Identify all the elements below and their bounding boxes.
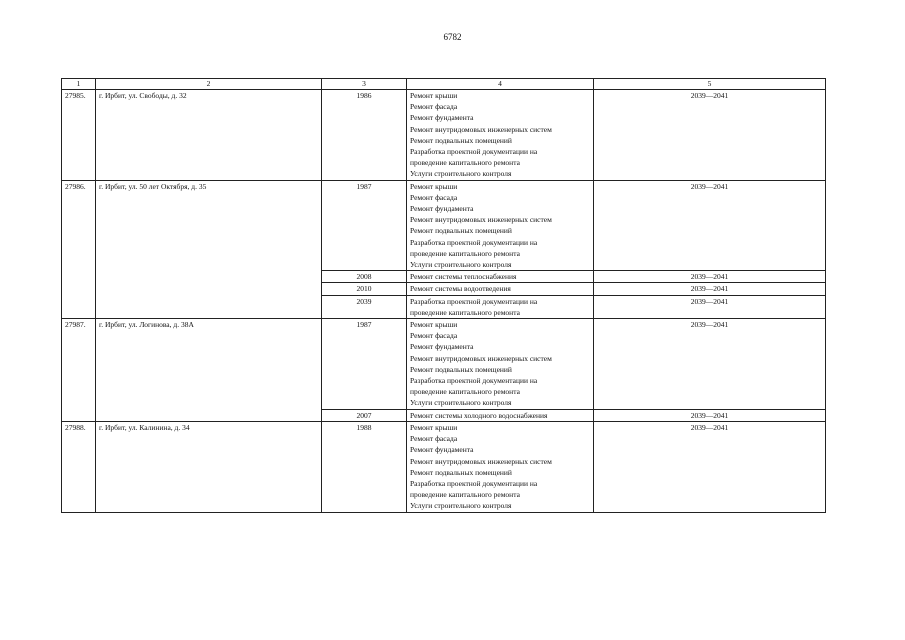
work-types-cell <box>407 409 594 421</box>
work-type-line: Разработка проектной документации на <box>410 147 538 157</box>
work-types-cell <box>407 283 594 295</box>
work-type-line: Ремонт фасада <box>410 331 458 341</box>
planned-period-cell: 2039—2041 <box>594 409 826 421</box>
capital-repair-table <box>61 78 826 513</box>
building-address: г. Ирбит, ул. 50 лет Октября, д. 35 <box>96 180 322 318</box>
work-type-line: Ремонт фасада <box>410 434 458 444</box>
year-cell: 1987 <box>322 319 407 410</box>
building-address: г. Ирбит, ул. Калинина, д. 34 <box>96 421 322 512</box>
work-type-line: Ремонт фундамента <box>410 445 474 455</box>
planned-period-cell: 2039—2041 <box>594 271 826 283</box>
column-header: 1 <box>62 79 96 90</box>
planned-period-cell: 2039—2041 <box>594 180 826 271</box>
page-number: 6782 <box>443 32 462 42</box>
work-type-line: Услуги строительного контроля <box>410 501 512 511</box>
record-number: 27988. <box>62 421 96 512</box>
work-type-line: Ремонт внутридомовых инженерных систем <box>410 353 552 363</box>
work-type-line: проведение капитального ремонта <box>410 248 520 258</box>
year-cell: 2008 <box>322 271 407 283</box>
work-type-line: Ремонт фасада <box>410 192 458 202</box>
work-type-line: Ремонт подвальных помещений <box>410 467 512 477</box>
work-type-line: Услуги строительного контроля <box>410 169 512 179</box>
table-row <box>62 319 826 410</box>
planned-period-cell: 2039—2041 <box>594 283 826 295</box>
work-type-line: Ремонт крыши <box>410 181 458 191</box>
work-type-line: Услуги строительного контроля <box>410 260 512 270</box>
work-type-line: Разработка проектной документации на <box>410 478 538 488</box>
work-type-line: Ремонт внутридомовых инженерных систем <box>410 124 552 134</box>
work-type-line: проведение капитального ремонта <box>410 387 520 397</box>
table-row <box>62 421 826 512</box>
year-cell: 2010 <box>322 283 407 295</box>
work-type-line: Ремонт крыши <box>410 91 458 100</box>
work-type-line: проведение капитального ремонта <box>410 490 520 500</box>
work-type-line: Ремонт фундамента <box>410 342 474 352</box>
table-row <box>62 180 826 271</box>
work-type-line: Ремонт внутридомовых инженерных систем <box>410 456 552 466</box>
work-type-line: Ремонт системы холодного водоснабжения <box>410 410 548 420</box>
work-type-line: Ремонт подвальных помещений <box>410 135 512 145</box>
table-body <box>62 90 826 513</box>
planned-period-cell: 2039—2041 <box>594 319 826 410</box>
building-address: г. Ирбит, ул. Логинова, д. 38А <box>96 319 322 422</box>
planned-period-cell: 2039—2041 <box>594 90 826 181</box>
work-type-line: Разработка проектной документации на <box>410 296 538 306</box>
year-cell: 2007 <box>322 409 407 421</box>
building-address: г. Ирбит, ул. Свободы, д. 32 <box>96 90 322 181</box>
work-type-line: Ремонт фундамента <box>410 113 474 123</box>
column-number-row <box>62 79 826 90</box>
work-type-line: Ремонт системы водоотведения <box>410 284 511 294</box>
work-types-cell <box>407 90 594 181</box>
work-type-line: Ремонт крыши <box>410 320 458 330</box>
work-type-line: проведение капитального ремонта <box>410 307 520 317</box>
record-number: 27985. <box>62 90 96 181</box>
column-header: 5 <box>594 79 826 90</box>
work-type-line: Разработка проектной документации на <box>410 237 538 247</box>
column-header: 2 <box>96 79 322 90</box>
work-type-line: Ремонт системы теплоснабжения <box>410 272 517 282</box>
work-types-cell <box>407 271 594 283</box>
work-type-line: Ремонт фундамента <box>410 204 474 214</box>
work-types-cell <box>407 295 594 318</box>
work-type-line: Ремонт внутридомовых инженерных систем <box>410 215 552 225</box>
table-row <box>62 90 826 181</box>
work-type-line: Разработка проектной документации на <box>410 376 538 386</box>
work-type-line: Ремонт фасада <box>410 102 458 112</box>
work-types-cell <box>407 319 594 410</box>
year-cell: 2039 <box>322 295 407 318</box>
year-cell: 1988 <box>322 421 407 512</box>
record-number: 27987. <box>62 319 96 422</box>
work-type-line: Услуги строительного контроля <box>410 398 512 408</box>
year-cell: 1986 <box>322 90 407 181</box>
column-header: 4 <box>407 79 594 90</box>
year-cell: 1987 <box>322 180 407 271</box>
planned-period-cell: 2039—2041 <box>594 421 826 512</box>
work-types-cell <box>407 180 594 271</box>
work-type-line: Ремонт подвальных помещений <box>410 226 512 236</box>
column-header: 3 <box>322 79 407 90</box>
work-type-line: проведение капитального ремонта <box>410 158 520 168</box>
planned-period-cell: 2039—2041 <box>594 295 826 318</box>
work-type-line: Ремонт подвальных помещений <box>410 364 512 374</box>
work-type-line: Ремонт крыши <box>410 422 458 432</box>
record-number: 27986. <box>62 180 96 318</box>
work-types-cell <box>407 421 594 512</box>
